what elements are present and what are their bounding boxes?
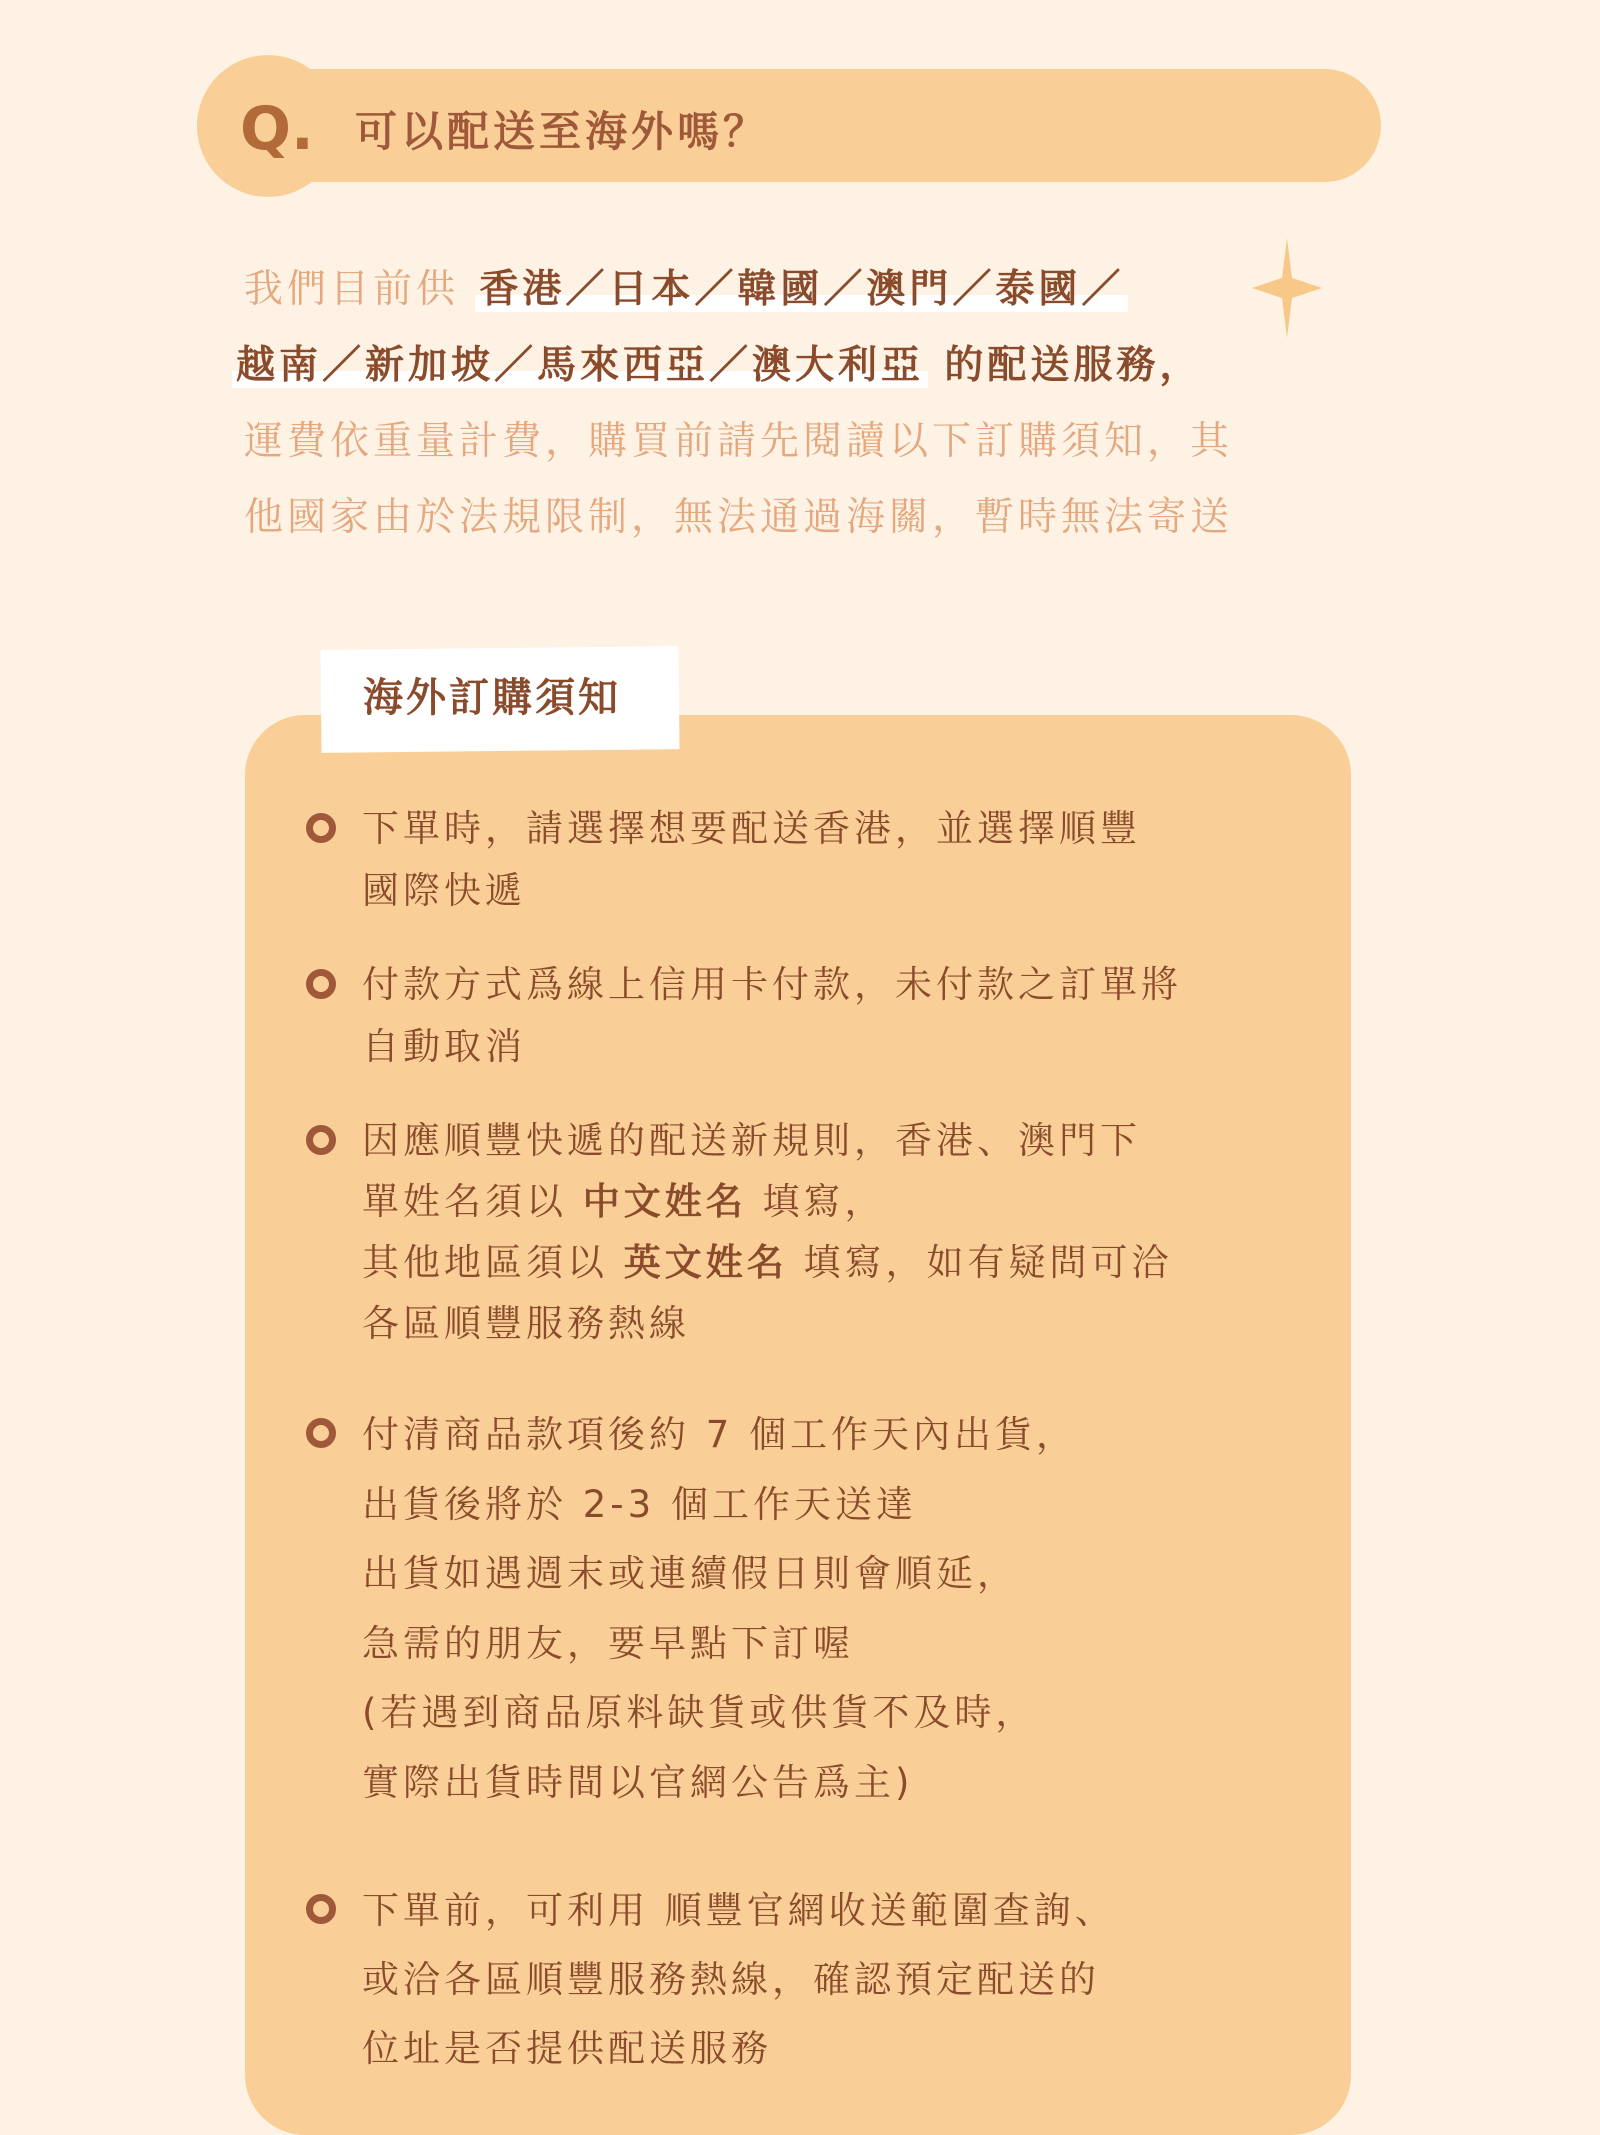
- list-item-line: 實際出貨時間以官網公告爲主): [362, 1760, 914, 1804]
- list-item-line: 出貨如遇週末或連續假日則會順延，: [362, 1552, 1018, 1595]
- list-item-line: 國際快遞: [362, 869, 526, 912]
- list-item-text: [362, 1400, 1302, 1817]
- emphasis-english-name: 英文姓名: [623, 1241, 788, 1284]
- list-item-line: 自動取消: [362, 1025, 526, 1068]
- list-item-line: 急需的朋友，要早點下訂喔: [362, 1621, 854, 1665]
- country-list-highlight-1: 香港／日本／韓國／澳門／泰國／: [475, 267, 1128, 312]
- list-item-text: [362, 1876, 1302, 2083]
- list-item-line: 付款方式爲線上信用卡付款，未付款之訂單將: [362, 963, 1182, 1006]
- country-list-highlight-2: 越南／新加坡／馬來西亞／澳大利亞: [232, 343, 928, 388]
- text-segment: 填寫，如有疑問可洽: [803, 1241, 1173, 1284]
- intro-paragraph: [236, 252, 1334, 556]
- intro-line-4: 他國家由於法規限制，無法通過海關，暫時無法寄送: [244, 495, 1234, 540]
- list-item-line: 位址是否提供配送服務: [362, 2027, 772, 2070]
- question-letter: Q.: [240, 94, 314, 164]
- intro-line-2: [232, 328, 1334, 404]
- intro-line-1: [244, 252, 1334, 328]
- ring-bullet-icon: [306, 1894, 336, 1924]
- emphasis-chinese-name: 中文姓名: [582, 1180, 747, 1223]
- sparkle-star-icon: [1252, 238, 1322, 338]
- intro-line-3: 運費依重量計費，購買前請先閱讀以下訂購須知，其: [244, 419, 1234, 464]
- list-item-line: 付清商品款項後約 7 個工作天內出貨，: [362, 1413, 1078, 1456]
- ring-bullet-icon: [306, 969, 336, 999]
- list-item-line: 出貨後將於 2-3 個工作天送達: [362, 1482, 917, 1526]
- question-title: 可以配送至海外嗎？: [355, 107, 770, 156]
- intro-service-suffix: 的配送服務，: [944, 343, 1203, 388]
- list-item-line: 各區順豐服務熱線: [362, 1302, 690, 1345]
- text-segment: 單姓名須以: [362, 1180, 567, 1223]
- intro-prefix: 我們目前供: [244, 267, 460, 312]
- ring-bullet-icon: [306, 813, 336, 843]
- ring-bullet-icon: [306, 1125, 336, 1155]
- text-segment: 填寫，: [762, 1180, 886, 1223]
- list-item-line: [362, 1171, 1302, 1232]
- list-item-line: [362, 1232, 1302, 1293]
- list-item-text: [362, 798, 1302, 922]
- list-item-line: 下單前，可利用 順豐官網收送範圍查詢、: [362, 1889, 1116, 1932]
- list-item-line: 因應順豐快遞的配送新規則，香港、澳門下: [362, 1119, 1141, 1162]
- list-item-line: (若遇到商品原料缺貨或供貨不及時，: [362, 1691, 1037, 1734]
- notice-title: 海外訂購須知: [363, 675, 621, 721]
- list-item-line: 或洽各區順豐服務熱線，確認預定配送的: [362, 1958, 1100, 2001]
- list-item-text: [362, 1110, 1302, 1354]
- text-segment: 其他地區須以: [362, 1241, 608, 1284]
- list-item-text: [362, 954, 1302, 1078]
- ring-bullet-icon: [306, 1418, 336, 1448]
- list-item-line: 下單時，請選擇想要配送香港，並選擇順豐: [362, 807, 1141, 850]
